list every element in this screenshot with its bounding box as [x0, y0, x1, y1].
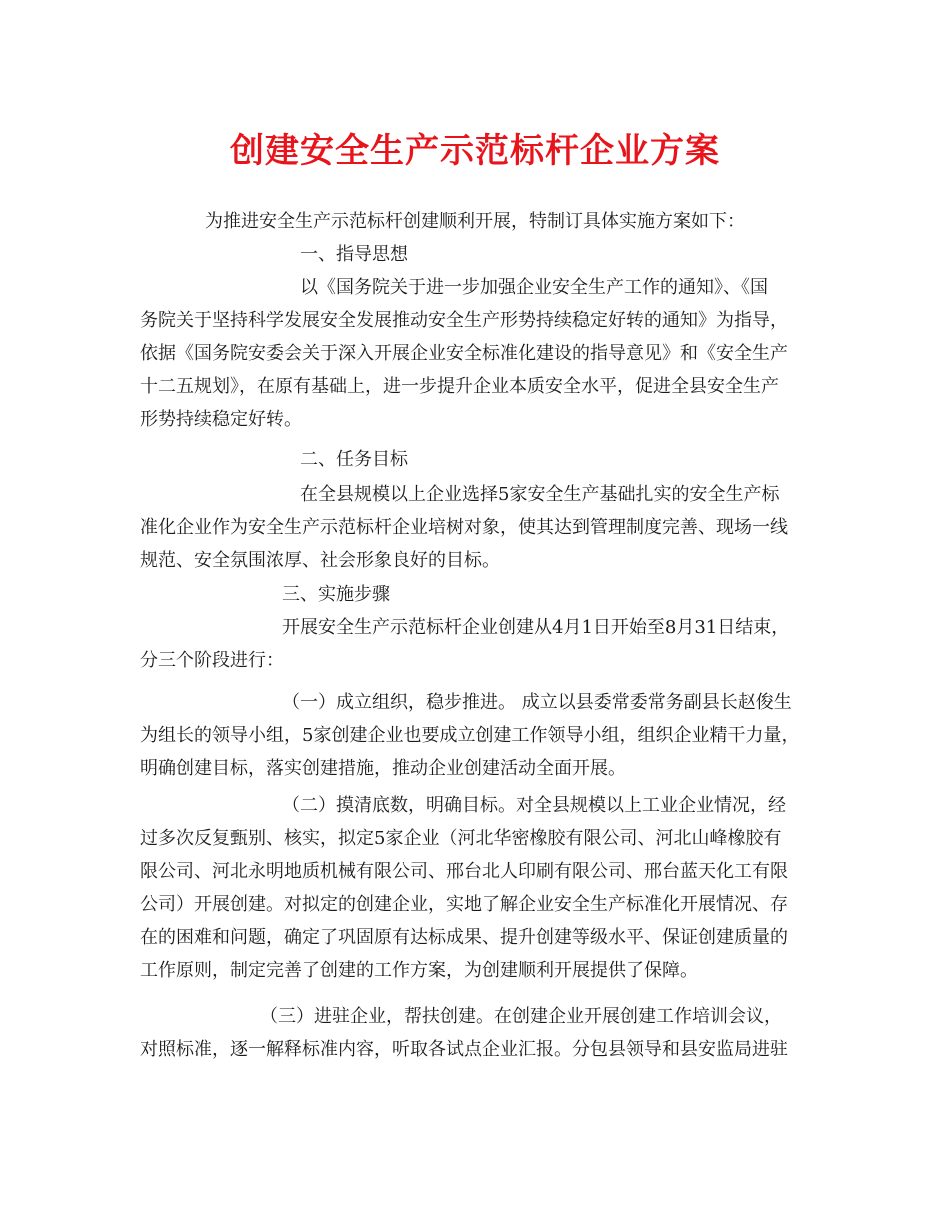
section-heading-2: 二、任务目标: [300, 449, 408, 470]
section-heading-3: 三、实施步骤: [282, 584, 390, 605]
body-line: 规范、安全氛围浓厚、社会形象良好的目标。: [140, 550, 500, 571]
body-line: 对照标准，逐一解释标准内容，听取各试点企业汇报。分包县领导和县安监局进驻: [140, 1039, 788, 1060]
body-line: 开展安全生产示范标杆企业创建从4月1日开始至8月31日结束，: [282, 617, 790, 638]
body-line: 以《国务院关于进一步加强企业安全生产工作的通知》、《国: [300, 277, 768, 298]
body-line: 十二五规划》，在原有基础上，进一步提升企业本质安全水平，促进全县安全生产: [140, 376, 779, 397]
body-line: 过多次反复甄别、核实，拟定5家企业（河北华密橡胶有限公司、河北山峰橡胶有: [140, 828, 782, 849]
body-line: 公司）开展创建。对拟定的创建企业，实地了解企业安全生产标准化开展情况、存: [140, 894, 788, 915]
body-line: 工作原则，制定完善了创建的工作方案，为创建顺利开展提供了保障。: [140, 960, 698, 981]
body-line: 务院关于坚持科学发展安全发展推动安全生产形势持续稳定好转的通知》为指导，: [140, 310, 788, 331]
body-line: 为组长的领导小组，5家创建企业也要成立创建工作领导小组，组织企业精干力量，: [140, 725, 800, 746]
body-line: 准化企业作为安全生产示范标杆企业培树对象，使其达到管理制度完善、现场一线: [140, 517, 788, 538]
body-line: （一）成立组织，稳步推进。 成立以县委常委常务副县长赵俊生: [282, 692, 792, 713]
body-line: 在的困难和问题，确定了巩固原有达标成果、提升创建等级水平、保证创建质量的: [140, 927, 788, 948]
body-line: 限公司、河北永明地质机械有限公司、邢台北人印刷有限公司、邢台蓝天化工有限: [140, 861, 788, 882]
body-line: 依据《国务院安委会关于深入开展企业安全标准化建设的指导意见》和《安全生产: [140, 343, 788, 364]
body-line: 在全县规模以上企业选择5家安全生产基础扎实的安全生产标: [300, 484, 780, 505]
body-line: 形势持续稳定好转。: [140, 409, 302, 430]
body-line: （三）进驻企业，帮扶创建。在创建企业开展创建工作培训会议，: [260, 1006, 782, 1027]
body-line: （二）摸清底数，明确目标。对全县规模以上工业企业情况，经: [282, 795, 786, 816]
section-heading-1: 一、指导思想: [300, 244, 408, 265]
document-title: 创建安全生产示范标杆企业方案: [230, 131, 720, 171]
body-line: 分三个阶段进行：: [140, 650, 284, 671]
intro-line: 为推进安全生产示范标杆创建顺利开展，特制订具体实施方案如下：: [205, 211, 745, 232]
body-line: 明确创建目标，落实创建措施，推动企业创建活动全面开展。: [140, 758, 626, 779]
